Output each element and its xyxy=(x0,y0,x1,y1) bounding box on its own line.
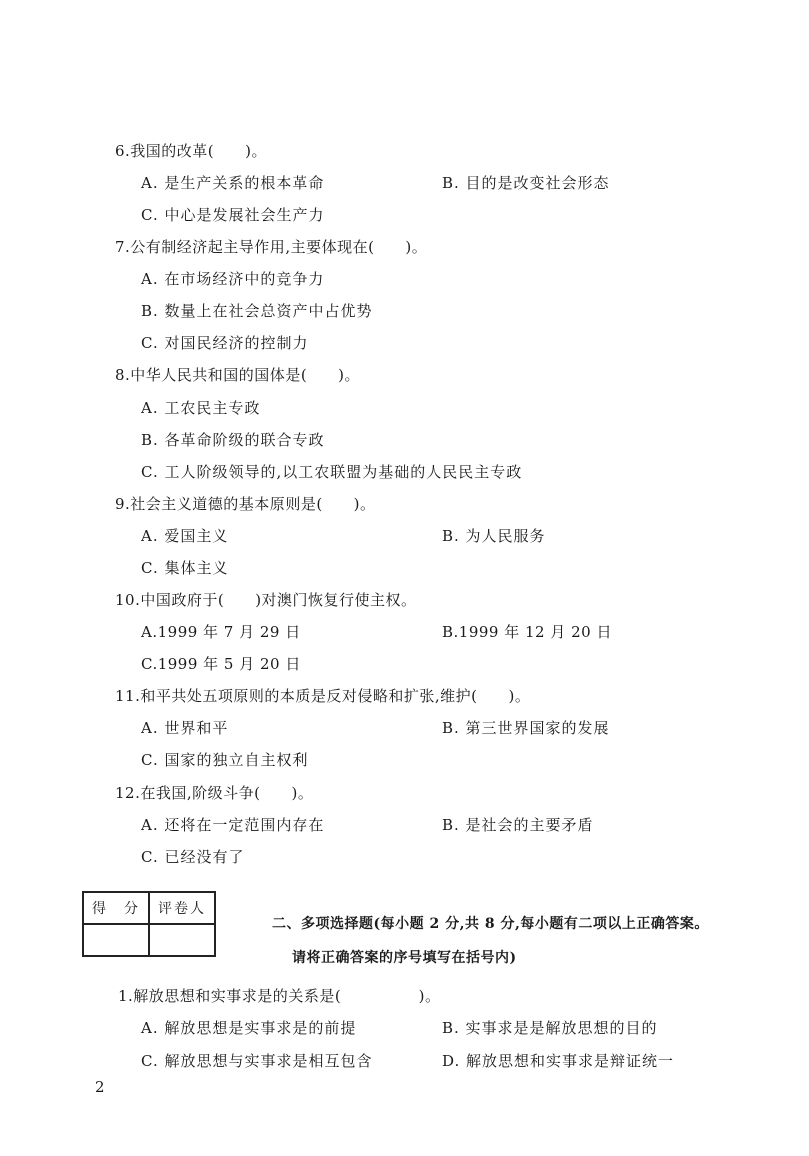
question-7-option-c: C. 对国民经济的控制力 xyxy=(141,334,309,352)
question-12-option-c: C. 已经没有了 xyxy=(141,848,245,866)
question-12-option-b: B. 是社会的主要矛盾 xyxy=(442,816,594,834)
multi-question-1-stem: 1.解放思想和实事求是的关系是( )。 xyxy=(118,987,441,1005)
multi-question-1-option-c: C. 解放思想与实事求是相互包含 xyxy=(141,1052,373,1070)
question-6-stem: 6.我国的改革( )。 xyxy=(115,142,268,160)
question-12-option-a: A. 还将在一定范围内存在 xyxy=(141,816,325,834)
multi-question-1-option-d: D. 解放思想和实事求是辩证统一 xyxy=(442,1052,675,1070)
section-2-title: 二、多项选择题(每小题 2 分,共 8 分,每小题有二项以上正确答案。 xyxy=(272,916,709,932)
question-10-option-c: C.1999 年 5 月 20 日 xyxy=(141,655,301,673)
score-cell[interactable] xyxy=(83,924,149,956)
question-9-option-a: A. 爱国主义 xyxy=(141,527,229,545)
score-table xyxy=(82,891,216,957)
question-6-option-a: A. 是生产关系的根本革命 xyxy=(141,174,325,192)
question-10-stem: 10.中国政府于( )对澳门恢复行使主权。 xyxy=(115,591,417,609)
grader-cell[interactable] xyxy=(149,924,215,956)
section-2-subtitle: 请将正确答案的序号填写在括号内) xyxy=(292,950,517,966)
question-9-option-b: B. 为人民服务 xyxy=(442,527,546,545)
question-7-option-a: A. 在市场经济中的竞争力 xyxy=(141,270,325,288)
question-12-stem: 12.在我国,阶级斗争( )。 xyxy=(115,784,314,802)
question-11-stem: 11.和平共处五项原则的本质是反对侵略和扩张,维护( )。 xyxy=(115,687,531,705)
question-9-option-c: C. 集体主义 xyxy=(141,559,229,577)
page-number: 2 xyxy=(95,1078,105,1096)
question-10-option-a: A.1999 年 7 月 29 日 xyxy=(141,623,301,641)
score-label: 得 分 xyxy=(83,892,149,924)
question-8-stem: 8.中华人民共和国的国体是( )。 xyxy=(115,366,361,384)
question-6-option-c: C. 中心是发展社会生产力 xyxy=(141,206,325,224)
question-6-option-b: B. 目的是改变社会形态 xyxy=(442,174,610,192)
multi-question-1-option-b: B. 实事求是是解放思想的目的 xyxy=(442,1019,658,1037)
question-7-option-b: B. 数量上在社会总资产中占优势 xyxy=(141,302,373,320)
question-11-option-a: A. 世界和平 xyxy=(141,719,229,737)
question-8-option-c: C. 工人阶级领导的,以工农联盟为基础的人民民主专政 xyxy=(141,463,523,481)
grader-label: 评卷人 xyxy=(149,892,215,924)
question-8-option-a: A. 工农民主专政 xyxy=(141,399,261,417)
question-9-stem: 9.社会主义道德的基本原则是( )。 xyxy=(115,495,376,513)
multi-question-1-option-a: A. 解放思想是实事求是的前提 xyxy=(141,1019,357,1037)
question-8-option-b: B. 各革命阶级的联合专政 xyxy=(141,431,325,449)
question-11-option-b: B. 第三世界国家的发展 xyxy=(442,719,610,737)
question-11-option-c: C. 国家的独立自主权利 xyxy=(141,751,309,769)
question-10-option-b: B.1999 年 12 月 20 日 xyxy=(442,623,612,641)
question-7-stem: 7.公有制经济起主导作用,主要体现在( )。 xyxy=(115,238,428,256)
